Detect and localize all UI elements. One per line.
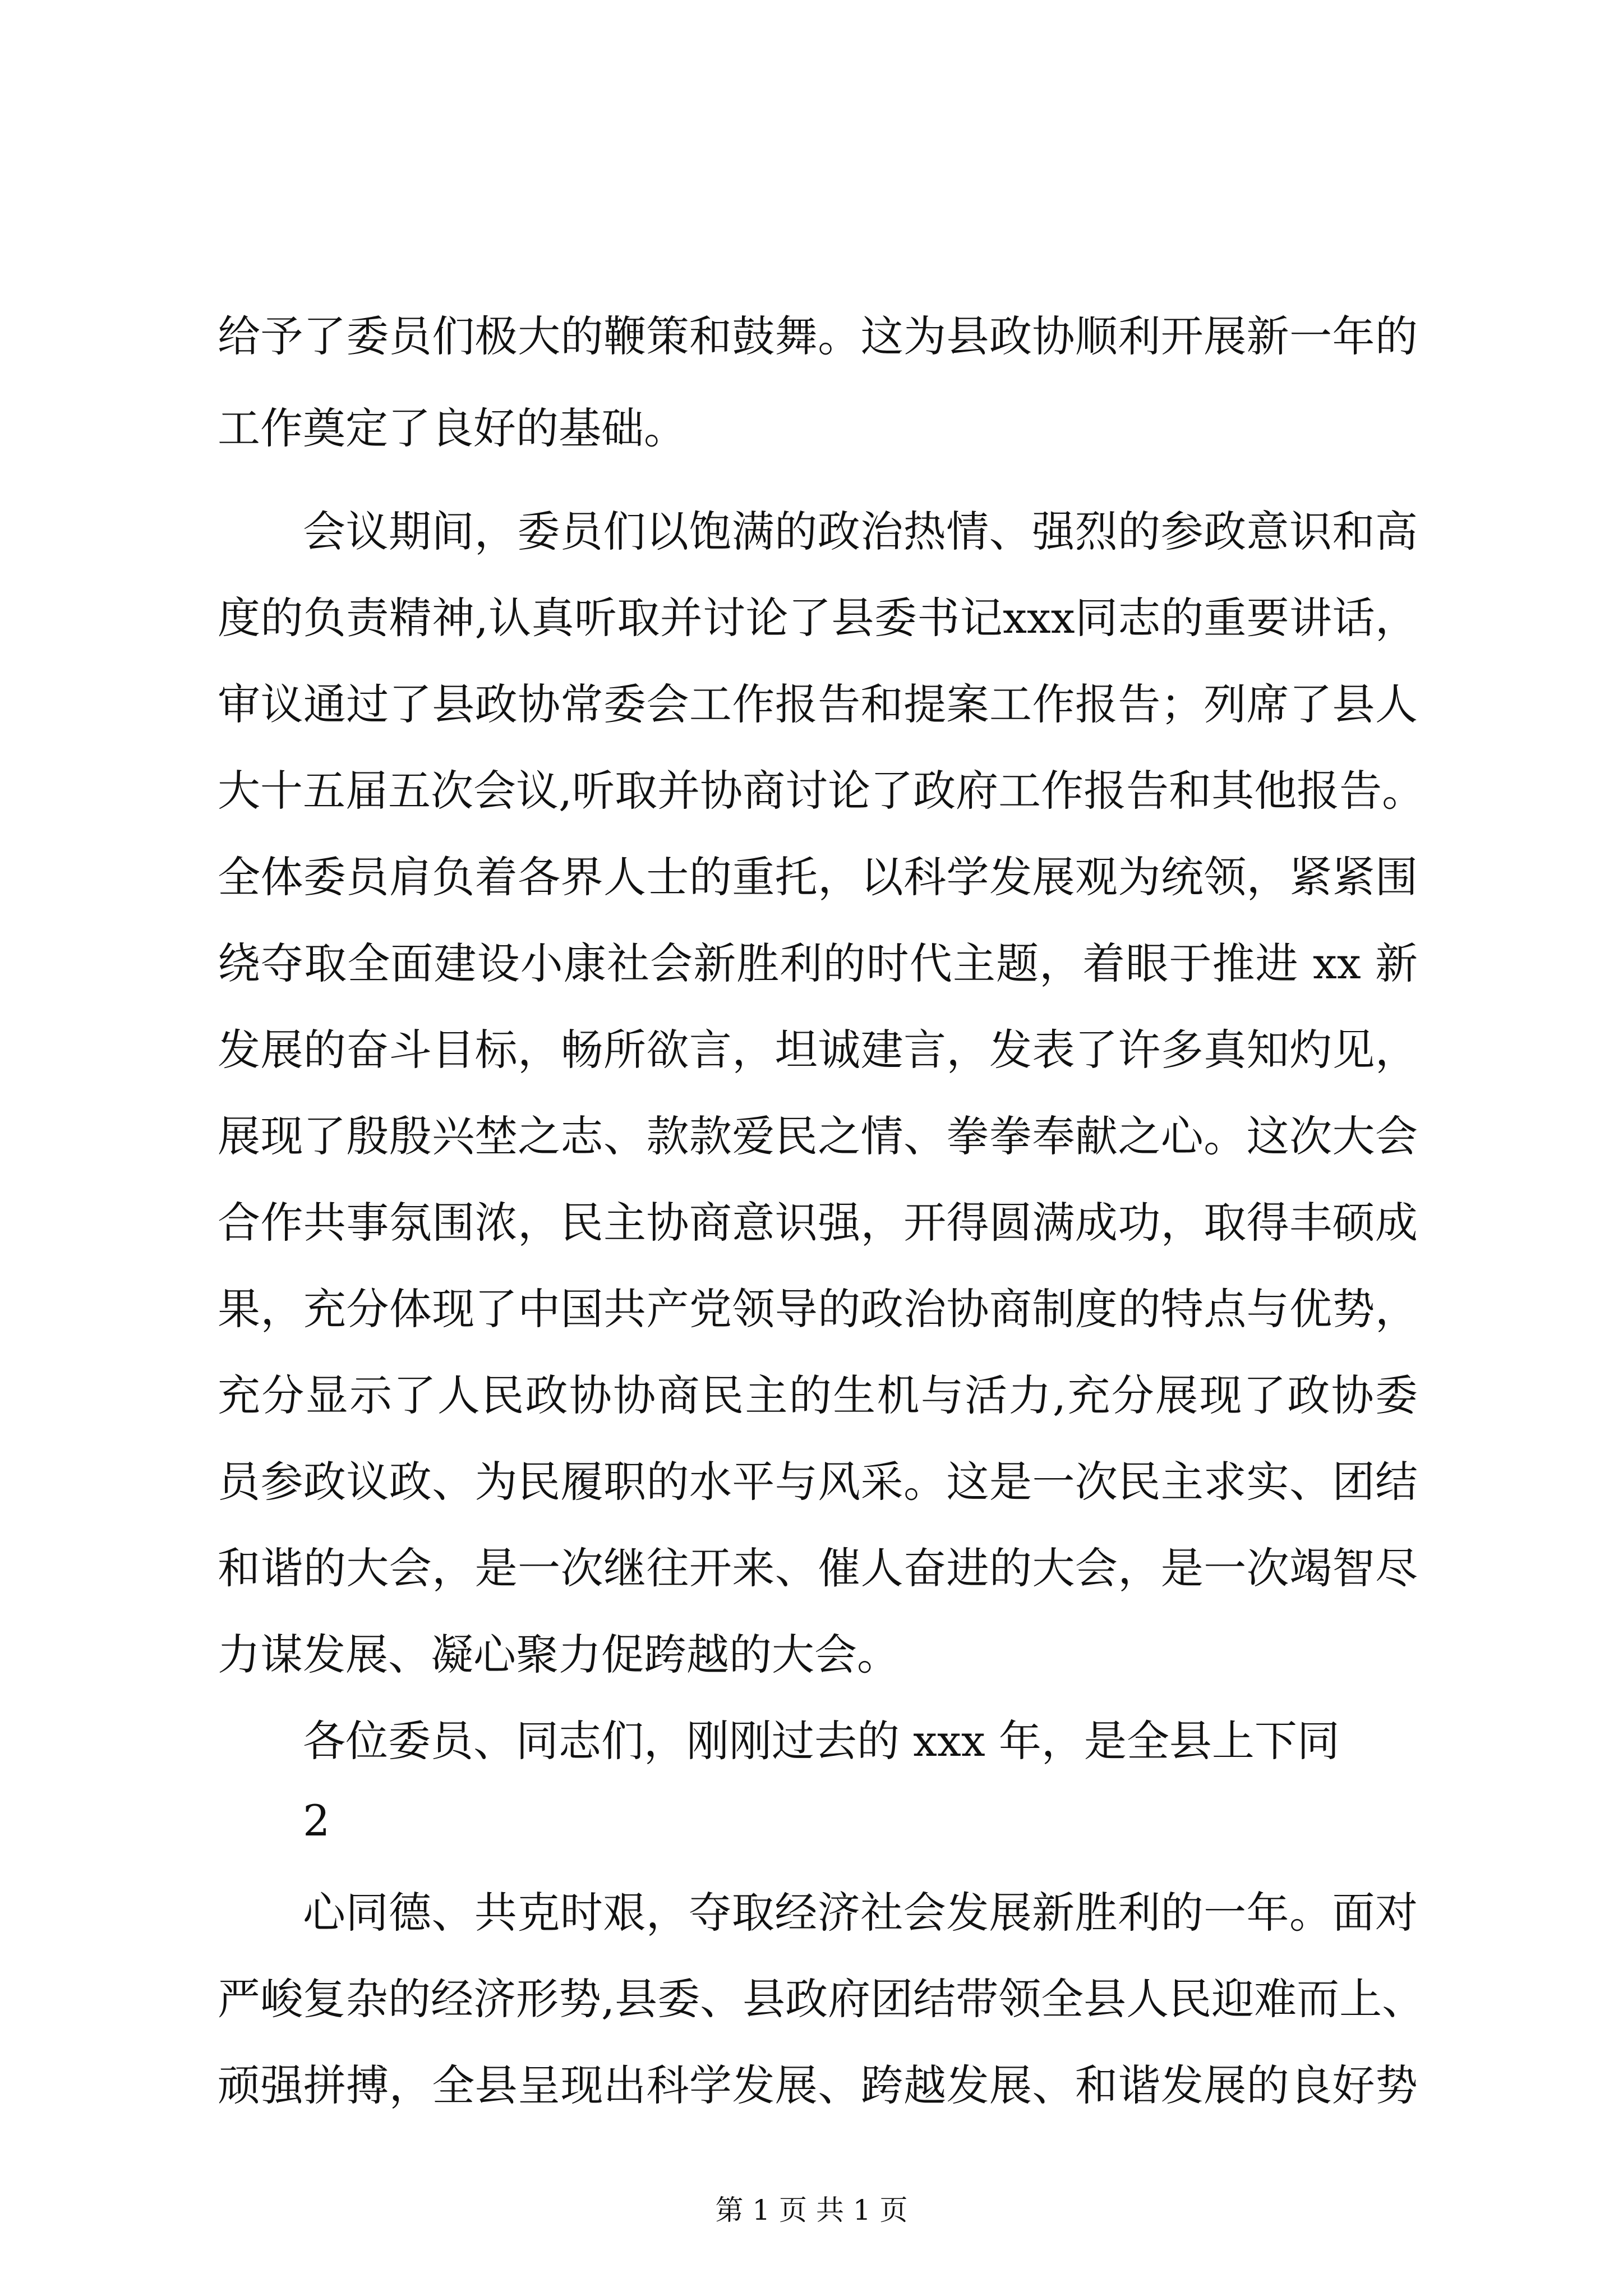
paragraph-start-line: 各位委员、同志们，刚刚过去的 xxx 年，是全县上下同	[303, 1716, 1340, 1766]
text-line: 顽强拼搏，全县呈现出科学发展、跨越发展、和谐发展的良好势	[218, 2060, 1418, 2110]
text-line: 绕夺取全面建设小康社会新胜利的时代主题，着眼于推进 xx 新	[218, 938, 1418, 988]
text-line: 全体委员肩负着各界人士的重托，以科学发展观为统领，紧紧围	[218, 852, 1418, 902]
text-line: 度的负责精神,认真听取并讨论了县委书记xxx同志的重要讲话，	[218, 593, 1418, 643]
text-line: 和谐的大会，是一次继往开来、催人奋进的大会，是一次竭智尽	[218, 1543, 1418, 1593]
text-line: 审议通过了县政协常委会工作报告和提案工作报告；列席了县人	[218, 679, 1418, 729]
text-line: 合作共事氛围浓，民主协商意识强，开得圆满成功，取得丰硕成	[218, 1198, 1418, 1248]
text-line: 工作奠定了良好的基础。	[218, 403, 686, 453]
paragraph-start-line: 会议期间，委员们以饱满的政治热情、强烈的参政意识和高	[303, 507, 1418, 556]
paragraph-start-line: 心同德、共克时艰，夺取经济社会发展新胜利的一年。面对	[303, 1888, 1418, 1938]
text-line: 发展的奋斗目标，畅所欲言，坦诚建言，发表了许多真知灼见，	[218, 1025, 1418, 1075]
text-line: 展现了殷殷兴埜之志、款款爱民之情、拳拳奉献之心。这次大会	[218, 1111, 1418, 1161]
text-line: 严峻复杂的经济形势,县委、县政府团结带领全县人民迎难而上、	[218, 1974, 1425, 2024]
text-line: 员参政议政、为民履职的水平与风采。这是一次民主求实、团结	[218, 1457, 1418, 1507]
text-line: 给予了委员们极大的鞭策和鼓舞。这为县政协顺利开展新一年的	[218, 311, 1418, 361]
inline-page-number: 2	[303, 1796, 330, 1846]
text-line: 大十五届五次会议,听取并协商讨论了政府工作报告和其他报告。	[218, 766, 1425, 816]
page-footer: 第 1 页 共 1 页	[715, 2194, 908, 2226]
text-line: 充分显示了人民政协协商民主的生机与活力,充分展现了政协委	[218, 1370, 1418, 1420]
text-line: 果，充分体现了中国共产党领导的政治协商制度的特点与优势，	[218, 1284, 1418, 1334]
text-line: 力谋发展、凝心聚力促跨越的大会。	[218, 1630, 900, 1680]
